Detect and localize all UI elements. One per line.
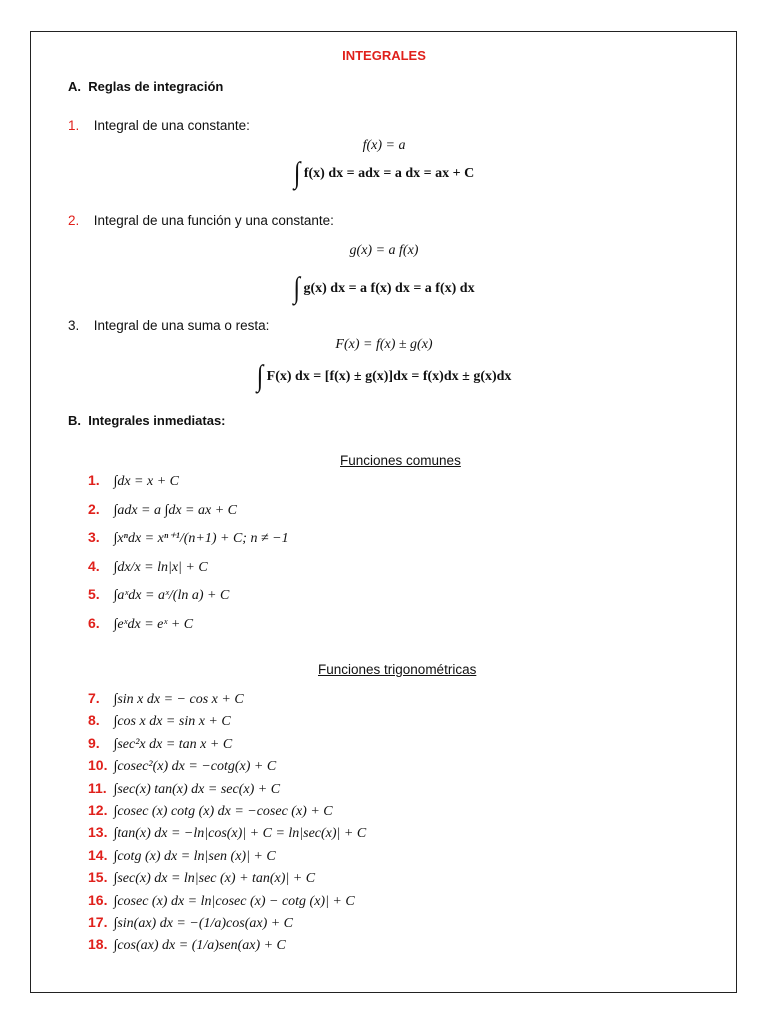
formula-number: 12.	[88, 802, 108, 818]
formula-expression: ∫adx = a ∫dx = ax + C	[110, 502, 237, 518]
formula-expression: ∫eˣdx = eˣ + C	[110, 616, 194, 632]
common-formula-5	[88, 586, 229, 604]
formula-number: 11.	[88, 779, 107, 796]
formula-expression: ∫cosec²(x) dx = −cotg(x) + C	[110, 759, 277, 775]
section-b-label: B.	[68, 413, 81, 428]
rule-1-formula: ∫ f(x) dx = adx = a dx = ax + C	[293, 157, 475, 191]
common-formula-3	[88, 529, 289, 547]
formula-expression: ∫cotg (x) dx = ln|sen (x)| + C	[110, 848, 276, 864]
formula-expression: ∫cos(ax) dx = (1/a)sen(ax) + C	[110, 938, 286, 954]
rule-2-definition: g(x) = a f(x)	[349, 243, 419, 258]
section-b-title: Integrales inmediatas:	[88, 413, 226, 428]
formula-expression: ∫sec(x) dx = ln|sec (x) + tan(x)| + C	[110, 871, 316, 887]
trig-formula-12	[88, 936, 286, 954]
formula-number: 9.	[88, 734, 100, 751]
rule-2-text: Integral de una función y una constante:	[93, 213, 334, 228]
formula-expression: ∫sec²x dx = tan x + C	[110, 736, 233, 752]
integral-sign-icon: ∫	[293, 272, 300, 306]
formula-number: 16.	[88, 891, 108, 908]
formula-expression: ∫cos x dx = sin x + C	[110, 714, 231, 730]
integral-sign-icon: ∫	[293, 157, 301, 191]
common-formula-1	[88, 472, 179, 490]
section-a-title: Reglas de integración	[88, 79, 224, 94]
trig-formula-10	[88, 892, 355, 910]
page-title: INTEGRALES	[342, 48, 426, 63]
formula-number: 4.	[88, 557, 100, 574]
trig-formula-7	[88, 824, 366, 842]
trig-formula-9	[88, 869, 315, 887]
trig-formula-1	[88, 690, 244, 708]
formula-number: 7.	[88, 690, 100, 706]
formula-number: 18.	[88, 936, 108, 953]
formula-number: 10.	[88, 757, 108, 774]
trig-formula-6	[88, 802, 333, 820]
rule-3	[68, 318, 269, 333]
formula-number: 13.	[88, 824, 108, 841]
rule-1-definition: f(x) = a	[362, 138, 406, 153]
trig-formula-11	[88, 914, 293, 932]
formula-expression: ∫cosec (x) cotg (x) dx = −cosec (x) + C	[110, 804, 333, 819]
section-b-heading	[68, 413, 226, 428]
formula-expression: ∫cosec (x) dx = ln|cosec (x) − cotg (x)| + C	[110, 893, 355, 909]
common-functions-title: Funciones comunes	[340, 453, 461, 468]
common-formula-2	[88, 501, 237, 519]
trig-formula-3	[88, 735, 232, 753]
formula-expression: ∫xⁿdx = xⁿ⁺¹/(n+1) + C; n ≠ −1	[110, 531, 289, 546]
rule-2-formula: ∫ g(x) dx = a f(x) dx = a f(x) dx	[293, 272, 475, 306]
formula-number: 17.	[88, 914, 108, 930]
rule-2	[68, 213, 334, 228]
formula-number: 15.	[88, 869, 108, 886]
trig-formula-2	[88, 712, 231, 730]
trig-formula-8	[88, 847, 276, 865]
trig-formula-5	[88, 780, 280, 798]
formula-number: 8.	[88, 712, 100, 729]
formula-expression: ∫tan(x) dx = −ln|cos(x)| + C = ln|sec(x)| + C	[110, 826, 367, 842]
rule-1-number: 1.	[68, 118, 80, 133]
formula-number: 3.	[88, 529, 100, 545]
common-formula-4	[88, 558, 208, 576]
rule-1-text: Integral de una constante:	[93, 118, 250, 133]
rule-3-number: 3.	[68, 318, 80, 333]
formula-expression: ∫sin x dx = − cos x + C	[110, 692, 244, 707]
formula-number: 2.	[88, 500, 100, 517]
formula-number: 6.	[88, 614, 100, 631]
formula-expression: ∫sin(ax) dx = −(1/a)cos(ax) + C	[110, 916, 294, 931]
formula-expression: ∫dx/x = ln|x| + C	[110, 559, 208, 575]
rule-2-number: 2.	[68, 213, 80, 228]
rule-3-text: Integral de una suma o resta:	[93, 318, 270, 333]
formula-expression: ∫aˣdx = aˣ/(ln a) + C	[110, 588, 230, 603]
rule-1	[68, 118, 250, 133]
section-a-heading	[68, 79, 223, 94]
formula-expression: ∫dx = x + C	[110, 474, 179, 489]
rule-3-definition: F(x) = f(x) ± g(x)	[335, 337, 433, 352]
trig-formula-4	[88, 757, 276, 775]
formula-number: 14.	[88, 846, 108, 863]
common-formula-6	[88, 615, 193, 633]
section-a-label: A.	[68, 79, 81, 94]
trig-functions-title: Funciones trigonométricas	[318, 662, 477, 677]
rule-3-formula: ∫ F(x) dx = [f(x) ± g(x)]dx = f(x)dx ± g(x)dx	[256, 360, 512, 394]
integral-sign-icon: ∫	[256, 360, 264, 394]
formula-number: 1.	[88, 472, 100, 488]
formula-expression: ∫sec(x) tan(x) dx = sec(x) + C	[110, 781, 281, 797]
formula-number: 5.	[88, 586, 100, 602]
